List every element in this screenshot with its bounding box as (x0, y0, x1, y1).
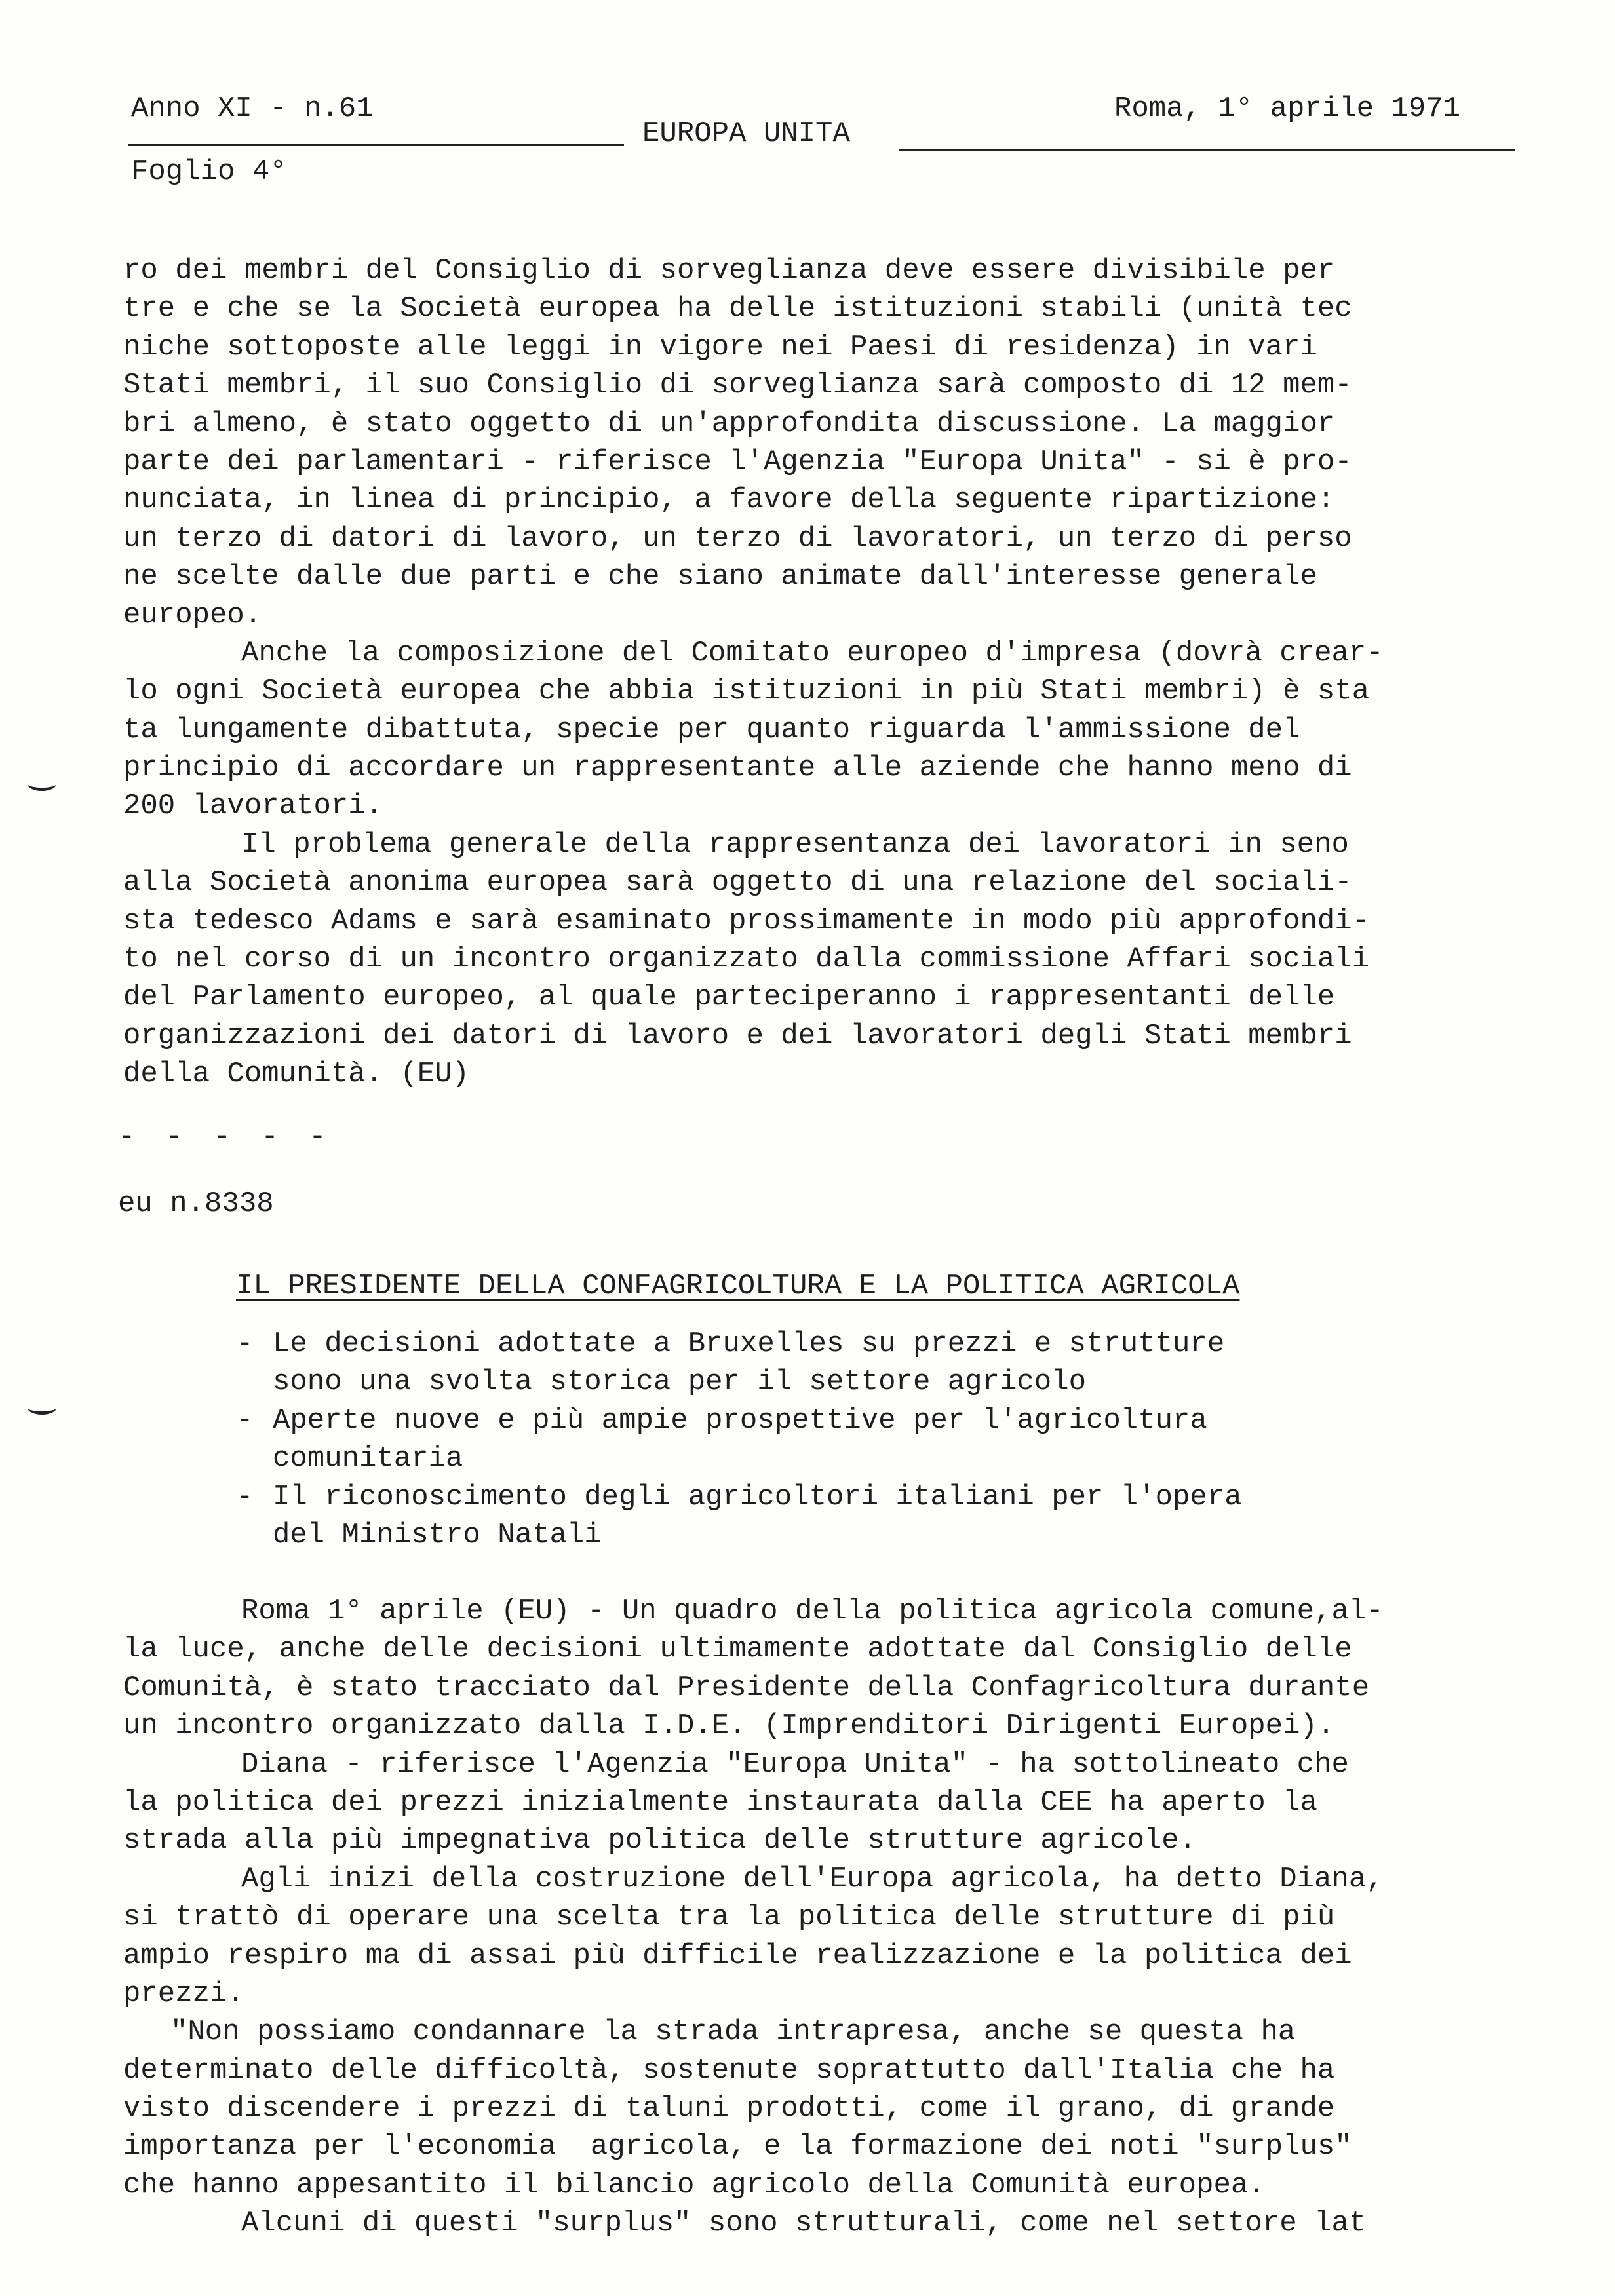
text-line: Anche la composizione del Comitato europeo d'impresa (dovrà crear- (241, 636, 1384, 670)
text-line: del Parlamento europeo, al quale parteciperanno i rappresentanti delle (123, 981, 1335, 1014)
text-line: un terzo di datori di lavoro, un terzo di lavoratori, un terzo di perso (123, 522, 1352, 555)
dash-marker: - (236, 1404, 254, 1437)
list-item-text: Il riconoscimento degli agricoltori italiani per l'opera del Ministro Natali (273, 1480, 1242, 1552)
continuation-text (123, 252, 1526, 1094)
margin-mark (28, 1401, 56, 1415)
text-line: Diana - riferisce l'Agenzia "Europa Unita" - ha sottolineato che (241, 1748, 1349, 1781)
text-line: un incontro organizzato dalla I.D.E. (Imprenditori Dirigenti Europei). (123, 1710, 1335, 1743)
text-line: "Non possiamo condannare la strada intrapresa, anche se questa ha (170, 2016, 1296, 2049)
text-line: si trattò di operare una scelta tra la politica delle strutture di più (123, 1901, 1335, 1934)
margin-mark (28, 777, 56, 791)
text-line: prezzi. (123, 1977, 244, 2010)
publication-title: EUROPA UNITA (642, 117, 850, 150)
text-line: determinato delle difficoltà, sostenute soprattutto dall'Italia che ha (123, 2054, 1335, 2087)
text-line: Roma 1° aprile (EU) - Un quadro della politica agricola comune,al- (241, 1595, 1384, 1628)
text-line: to nel corso di un incontro organizzato dalla commissione Affari sociali (123, 943, 1370, 976)
text-line: ampio respiro ma di assai più difficile realizzazione e la politica dei (123, 1939, 1352, 1972)
text-line: Comunità, è stato tracciato dal Presidente della Confagricoltura durante (123, 1671, 1370, 1704)
text-line: la politica dei prezzi inizialmente instaurata dalla CEE ha aperto la (123, 1786, 1317, 1819)
sheet-number: Foglio 4° (131, 155, 287, 188)
text-line: tre e che se la Società europea ha delle istituzioni stabili (unità tec (123, 292, 1352, 326)
list-item-text: Aperte nuove e più ampie prospettive per l'agricoltura comunitaria (273, 1404, 1207, 1476)
text-line: parte dei parlamentari - riferisce l'Agenzia "Europa Unita" - si è pro- (123, 445, 1352, 478)
text-line: lo ogni Società europea che abbia istituzioni in più Stati membri) è sta (123, 675, 1370, 708)
text-line: la luce, anche delle decisioni ultimamente adottate dal Consiglio delle (123, 1633, 1352, 1666)
subheading-list (236, 1325, 1416, 1554)
text-line: bri almeno, è stato oggetto di un'approfondita discussione. La maggior (123, 407, 1335, 440)
text-line: Alcuni di questi "surplus" sono strutturali, come nel settore lat (241, 2207, 1367, 2240)
article-headline: IL PRESIDENTE DELLA CONFAGRICOLTURA E LA POLITICA AGRICOLA (236, 1270, 1240, 1303)
header-rule-right (899, 149, 1515, 151)
header-rule-left (128, 144, 624, 146)
text-line: ta lungamente dibattuta, specie per quanto riguarda l'ammissione del (123, 713, 1300, 746)
text-line: Il problema generale della rappresentanza dei lavoratori in seno (241, 828, 1349, 861)
text-line: nunciata, in linea di principio, a favore della seguente ripartizione: (123, 484, 1335, 517)
text-line: niche sottoposte alle leggi in vigore nei Paesi di residenza) in vari (123, 330, 1317, 364)
list-item-text: Le decisioni adottate a Bruxelles su prezzi e strutture sono una svolta storica per il settore agricolo (273, 1328, 1225, 1399)
list-item (236, 1402, 1416, 1478)
text-line: sta tedesco Adams e sarà esaminato prossimamente in modo più approfondi- (123, 904, 1370, 938)
text-line: principio di accordare un rappresentante alle aziende che hanno meno di (123, 752, 1352, 785)
article-body (123, 1592, 1526, 2243)
issue-number: Anno XI - n.61 (131, 92, 374, 125)
text-line: che hanno appesantito il bilancio agricolo della Comunità europea. (123, 2168, 1266, 2202)
place-date: Roma, 1° aprile 1971 (1114, 92, 1461, 125)
item-number: eu n.8338 (118, 1187, 274, 1220)
section-separator: - - - - - (118, 1120, 333, 1153)
text-line: della Comunità. (EU) (123, 1058, 470, 1091)
text-line: ne scelte dalle due parti e che siano animate dall'interesse generale (123, 560, 1317, 594)
dash-marker: - (236, 1480, 254, 1514)
text-line: Stati membri, il suo Consiglio di sorveglianza sarà composto di 12 mem- (123, 369, 1352, 402)
list-item (236, 1325, 1416, 1402)
text-line: strada alla più impegnativa politica delle strutture agricole. (123, 1824, 1197, 1858)
text-line: Agli inizi della costruzione dell'Europa agricola, ha detto Diana, (241, 1862, 1384, 1896)
text-line: ro dei membri del Consiglio di sorveglianza deve essere divisibile per (123, 254, 1335, 287)
list-item (236, 1478, 1416, 1555)
text-line: 200 lavoratori. (123, 790, 383, 823)
text-line: importanza per l'economia agricola, e la formazione dei noti "surplus" (123, 2130, 1352, 2164)
text-line: organizzazioni dei datori di lavoro e dei lavoratori degli Stati membri (123, 1019, 1352, 1052)
text-line: europeo. (123, 598, 262, 632)
text-line: visto discendere i prezzi di taluni prodotti, come il grano, di grande (123, 2092, 1335, 2126)
text-line: alla Società anonima europea sarà oggetto di una relazione del sociali- (123, 866, 1352, 900)
dash-marker: - (236, 1328, 254, 1360)
